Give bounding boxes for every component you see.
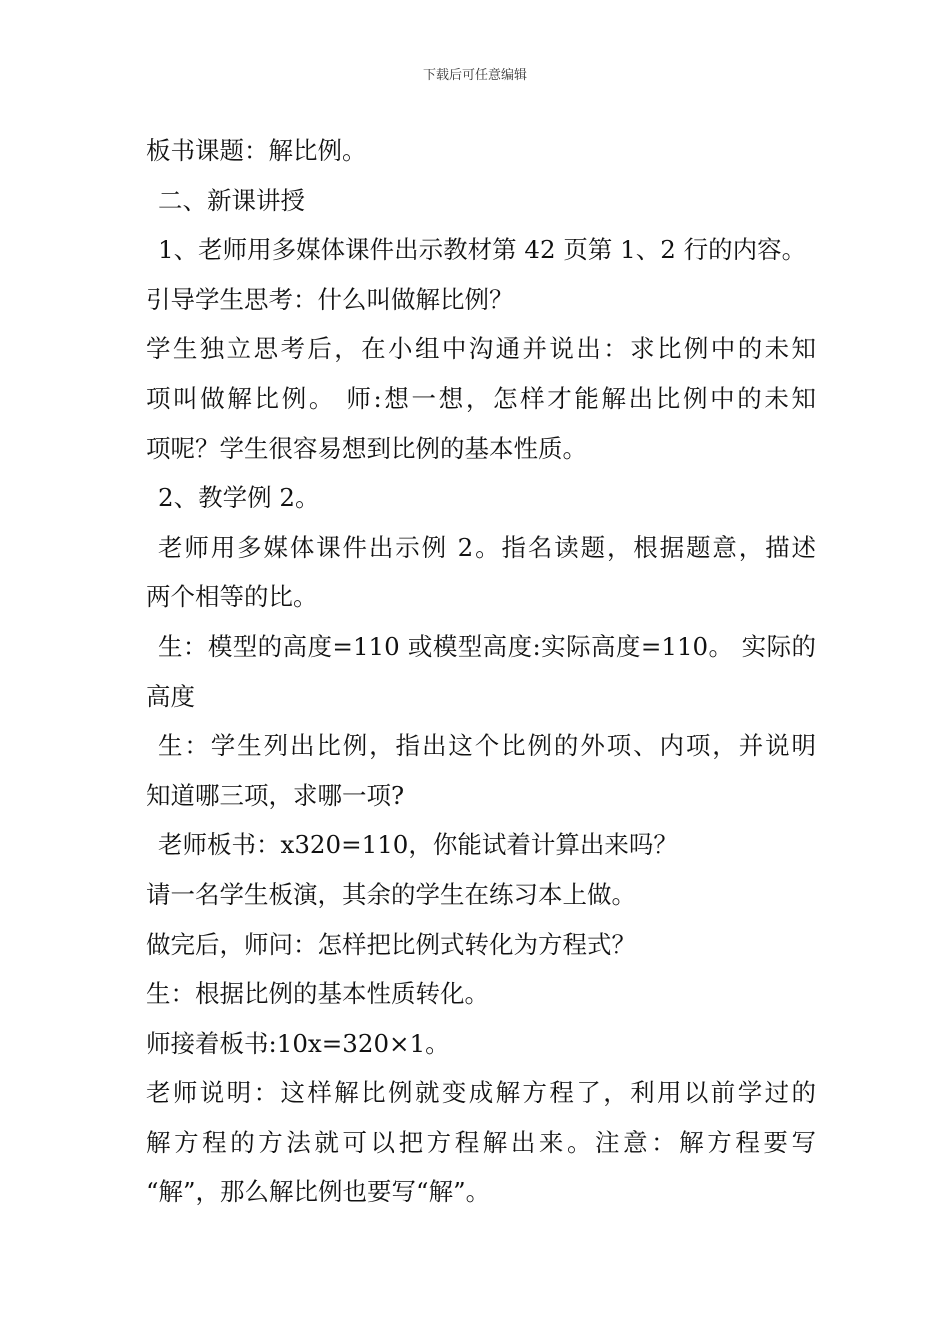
text-line: 老师说明：这样解比例就变成解方程了，利用以前学过的 [146,1078,816,1108]
text-line: 做完后，师问：怎样把比例式转化为方程式？ [146,929,636,959]
text-line: 生：根据比例的基本性质转化。 [146,979,489,1009]
text-line: 请一名学生板演，其余的学生在练习本上做。 [146,879,636,909]
text-line: 二、新课讲授 [158,185,305,215]
text-line: 高度 [146,681,195,711]
text-line: 项叫做解比例。 师:想一想，怎样才能解出比例中的未知 [146,383,816,413]
text-line: 生：模型的高度=110 或模型高度:实际高度=110。 实际的 [158,631,816,661]
text-line: 师接着板书:10x=320×1。 [146,1028,450,1058]
text-line: 项呢？学生很容易想到比例的基本性质。 [146,433,587,463]
text-line: 2、教学例 2。 [158,483,320,513]
text-line: 老师用多媒体课件出示例 2。指名读题，根据题意，描述 [158,532,816,562]
text-line: “解”，那么解比例也要写“解”。 [146,1177,491,1207]
text-line: 两个相等的比。 [146,582,318,612]
text-line: 学生独立思考后，在小组中沟通并说出：求比例中的未知 [146,334,816,364]
text-line: 老师板书：x320=110，你能试着计算出来吗？ [158,830,678,860]
text-line: 知道哪三项，求哪一项? [146,780,405,810]
text-line: 1、老师用多媒体课件出示教材第 42 页第 1、2 行的内容。 [158,235,807,265]
text-line: 板书课题：解比例。 [146,136,367,165]
document-body [146,126,816,1217]
page-header: 下载后可任意编辑 [422,68,527,83]
text-line: 生：学生列出比例，指出这个比例的外项、内项，并说明 [158,731,816,761]
text-line: 引导学生思考：什么叫做解比例？ [146,284,514,314]
text-line: 解方程的方法就可以把方程解出来。注意：解方程要写 [146,1127,816,1157]
